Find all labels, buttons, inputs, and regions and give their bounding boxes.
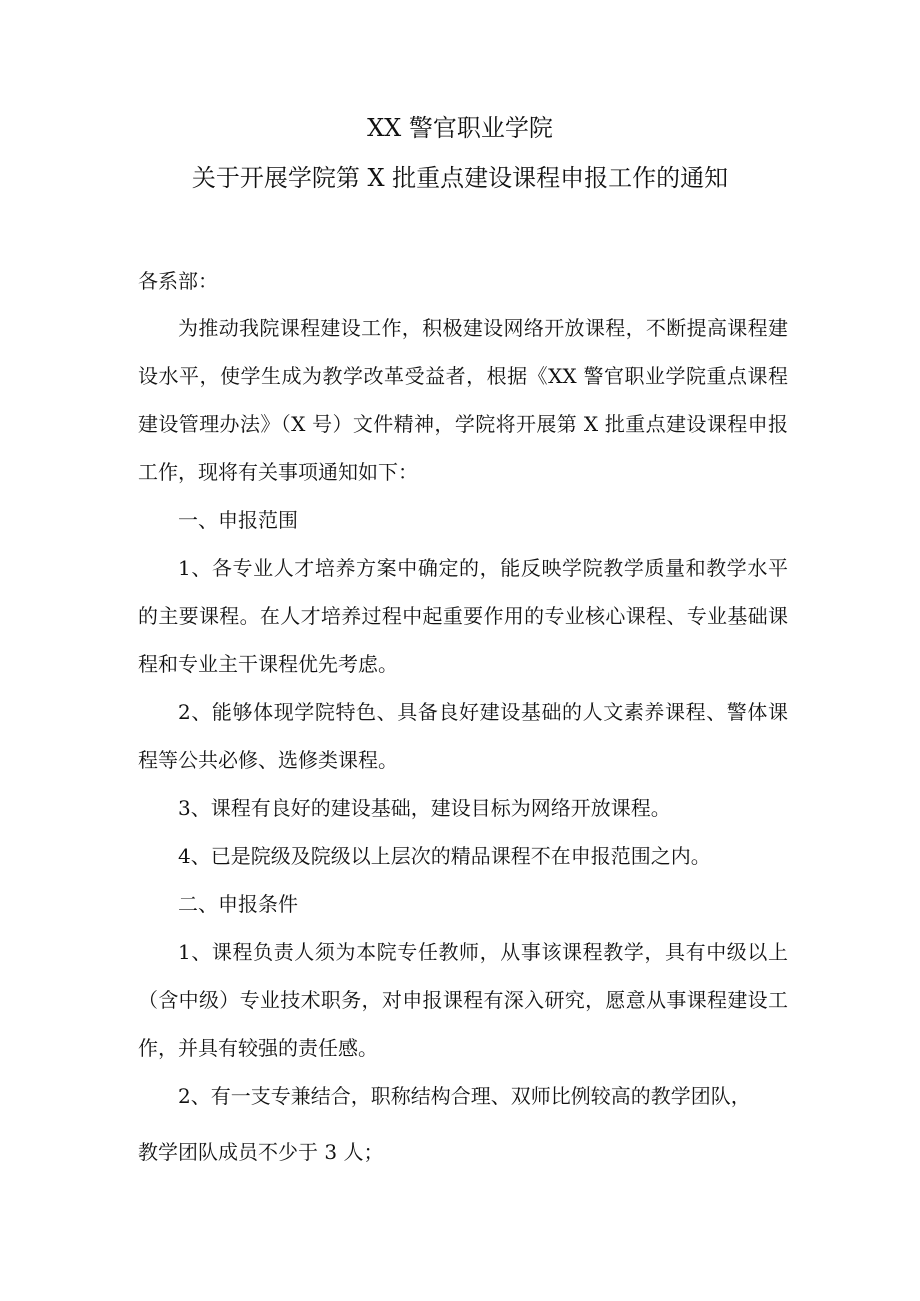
institution-title: XX 警官职业学院 (367, 114, 553, 142)
salutation: 各系部： (138, 269, 218, 293)
section-two-item: 2、有一支专兼结合，职称结构合理、双师比例较高的教学团队， (178, 1084, 751, 1108)
intro-paragraph: 为推动我院课程建设工作，积极建设网络开放课程，不断提高课程建设水平，使学生成为教学改革受益者，根据《XX 警官职业学院重点课程建设管理办法》（X 号）文件精神，学院将开展第 X 批重点建设课程申报工作，现将有关事项通知如下： (138, 316, 788, 484)
section-two-heading: 二、申报条件 (178, 892, 298, 916)
section-one-item: 1、各专业人才培养方案中确定的，能反映学院教学质量和教学水平的主要课程。在人才培养过程中起重要作用的专业核心课程、专业基础课程和专业主干课程优先考虑。 (138, 556, 788, 676)
section-one-item: 3、课程有良好的建设基础，建设目标为网络开放课程。 (178, 796, 671, 820)
section-two-item: 1、课程负责人须为本院专任教师，从事该课程教学，具有中级以上（含中级）专业技术职务，对申报课程有深入研究，愿意从事课程建设工作，并具有较强的责任感。 (138, 940, 788, 1060)
section-one-heading: 一、申报范围 (178, 508, 298, 532)
section-one-item: 4、已是院级及院级以上层次的精品课程不在申报范围之内。 (178, 844, 711, 868)
section-two-item-continuation: 教学团队成员不少于 3 人； (138, 1140, 384, 1164)
section-one-item: 2、能够体现学院特色、具备良好建设基础的人文素养课程、警体课程等公共必修、选修类课程。 (138, 700, 788, 772)
notice-title: 关于开展学院第 X 批重点建设课程申报工作的通知 (191, 164, 729, 192)
